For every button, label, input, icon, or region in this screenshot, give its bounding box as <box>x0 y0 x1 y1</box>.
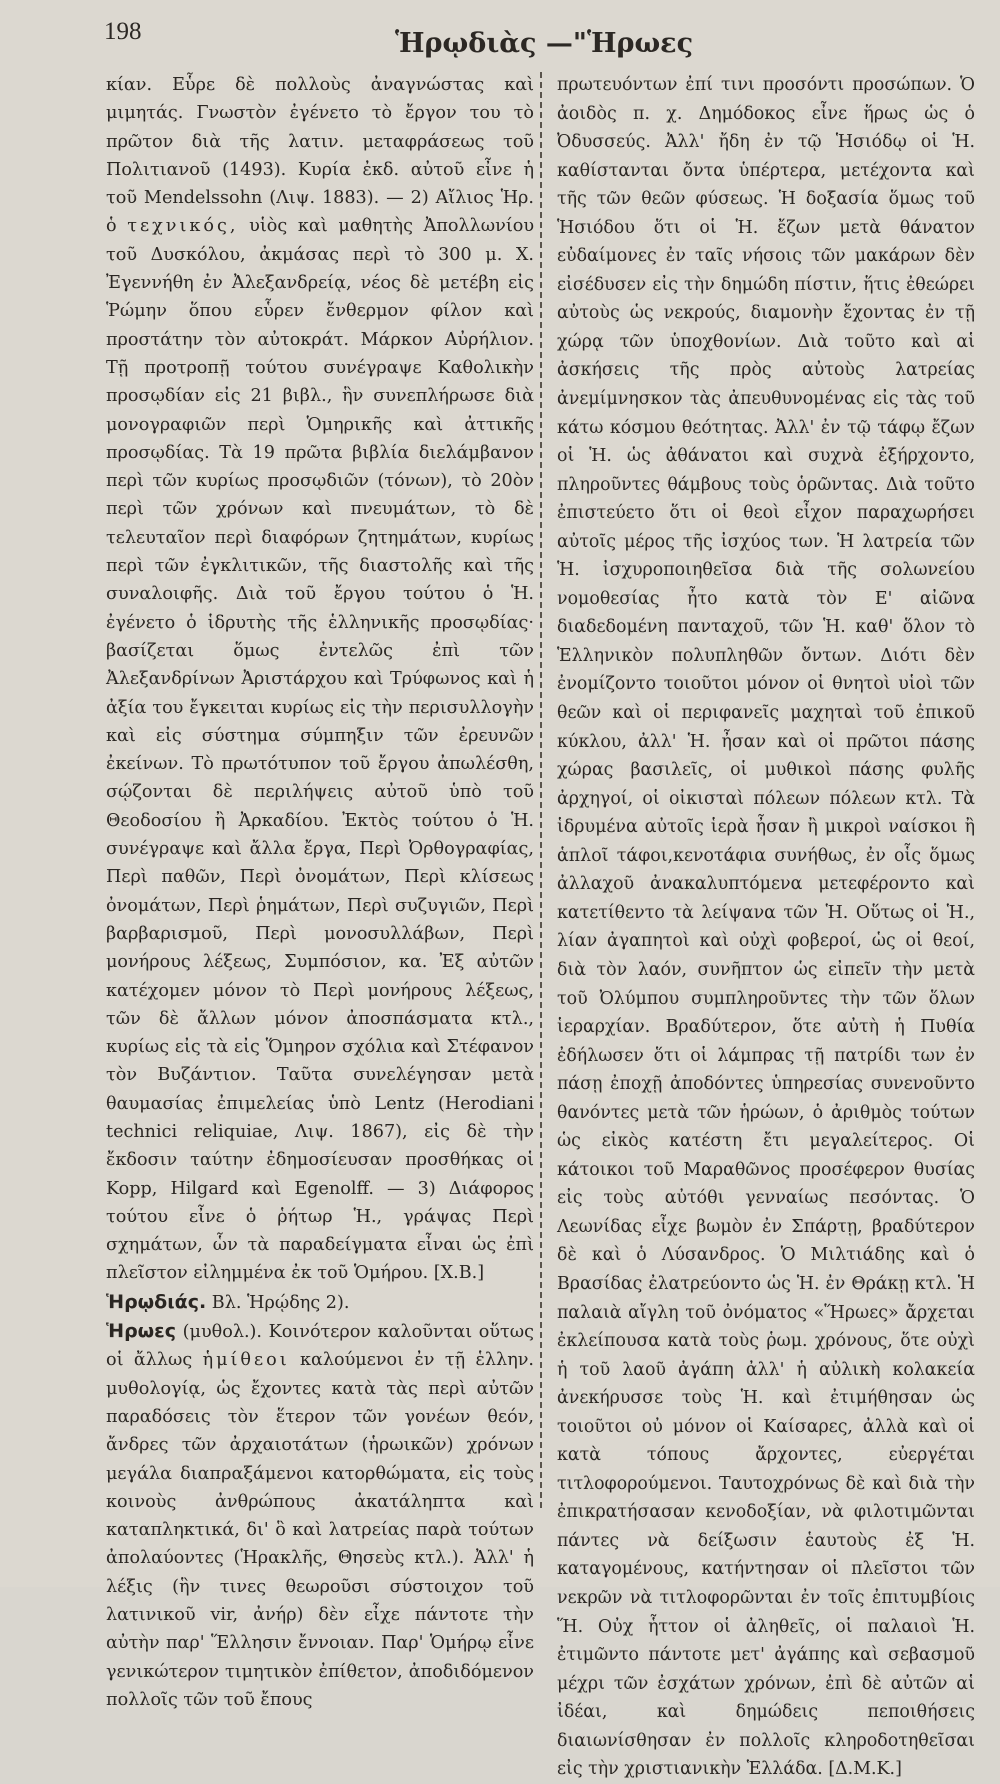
herodianus-entry <box>106 71 534 1288</box>
entry-text: (μυθολ.). Κοινότερον καλοῦνται οὕτως οἱ ἄλλως <box>106 1322 534 1371</box>
column-divider <box>540 72 542 1512</box>
right-column <box>557 71 975 1784</box>
entry-headword: Ἡρῳδιάς. <box>106 1290 207 1313</box>
running-head: Ἡρῳδιὰς —"Ἡρωες <box>395 28 694 59</box>
entry-text: καλούμενοι ἐν τῇ ἑλλην. μυθολογίᾳ, ὡς ἔχοντες κατὰ τὰς περὶ αὐτῶν παραδόσεις τὸν ἕτερον τῶν γονέων θεόν, ἄνδρες τῶν ἀρχαιοτάτων (ἡρωικῶν) χρόνων μεγάλα διαπραξάμενοι κατορθώματα, εἰς τοὺς κοινοὺς ἀνθρώπους ἀκατάληπτα καὶ καταπληκτικά, δι' ὃ καὶ λατρείας παρὰ τούτων ἀπολαύοντες (Ἡρακλῆς, Θησεὺς κτλ.). Ἀλλ' ἡ λέξις (ἣν τινες θεωροῦσι σύστοιχον τοῦ λατινικοῦ vir, ἀνήρ) δὲν εἶχε πάντοτε τὴν αὐτὴν παρ' Ἕλλησιν ἔννοιαν. Παρ' Ὁμήρῳ εἶνε γενικώτερον τιμητικὸν ἐπίθετον, ἀποδιδόμενον πολλοῖς τῶν τοῦ ἔπους <box>106 1350 535 1710</box>
page-number: 198 <box>104 18 142 45</box>
entry-text: κίαν. Εὗρε δὲ πολλοὺς ἀναγνώστας καὶ μιμητάς. Γνωστὸν ἐγένετο τὸ ἔργον του τὸ πρῶτον διὰ τῆς λατιν. μεταφράσεως τοῦ Πολιτιανοῦ (1493). Κυρία ἐκδ. αὐτοῦ εἶνε ἡ τοῦ Mendelssohn (Λιψ. 1883). — 2) Αἴλιος Ἡρ. ὁ <box>106 75 534 237</box>
entry-text: Βλ. Ἡρῴδης 2). <box>211 1292 350 1313</box>
spaced-term: τεχνικός, <box>127 216 239 237</box>
heroes-entry <box>106 1317 534 1714</box>
entry-headword: Ἡρωες <box>106 1320 177 1343</box>
left-column <box>106 71 534 1714</box>
entry-text: υἱὸς καὶ μαθητὴς Ἀπολλωνίου τοῦ Δυσκόλου, ἀκμάσας περὶ τὸ 300 μ. Χ. Ἐγεννήθη ἐν Ἀλεξανδρείᾳ, νέος δὲ μετέβη εἰς Ῥώμην ὅπου εὗρεν ἔνθερμον φίλον καὶ προστάτην τὸν αὐτοκράτ. Μάρκον Αὐρήλιον. Τῇ προτροπῇ τούτου συνέγραψε Καθολικὴν προσῳδίαν εἰς 21 βιβλ., ἣν συνεπλήρωσε διὰ μονογραφιῶν περὶ Ὁμηρικῆς καὶ ἀττικῆς προσῳδίας. Τὰ 19 πρῶτα βιβλία διελάμβανον περὶ τῶν κυρίως προσῳδιῶν (τόνων), τὸ 20ὸν περὶ τῶν χρόνων καὶ πνευμάτων, τὸ δὲ τελευταῖον περὶ διαφόρων ζητημάτων, κυρίως περὶ τῶν ἐγκλιτικῶν, τῆς διαστολῆς καὶ τῆς συναλοιφῆς. Διὰ τοῦ ἔργου τούτου ὁ Ἡ. ἐγένετο ὁ ἱδρυτὴς τῆς ἑλληνικῆς προσῳδίας· βασίζεται ὅμως ἐντελῶς ἐπὶ τῶν Ἀλεξανδρίνων Ἀριστάρχου καὶ Τρύφωνος καὶ ἡ ἀξία του ἔγκειται κυρίως εἰς τὴν περισυλλογὴν καὶ εἰς σύστημα σύμπηξιν τῶν ἐρευνῶν ἐκείνων. Τὸ πρωτότυπον τοῦ ἔργου ἀπωλέσθη, σῴζονται δὲ περιλήψεις αὐτοῦ ὑπὸ τοῦ Θεοδοσίου ἢ Ἀρκαδίου. Ἐκτὸς τούτου ὁ Ἡ. συνέγραψε καὶ ἄλλα ἔργα, Περὶ Ὀρθογραφίας, Περὶ παθῶν, Περὶ ὀνομάτων, Περὶ κλίσεως ὀνομάτων, Περὶ ῥημάτων, Περὶ συζυγιῶν, Περὶ βαρβαρισμοῦ, Περὶ μονοσυλλάβων, Περὶ μονήρους λέξεως, Συμπόσιον, κα. Ἐξ αὐτῶν κατέχομεν μόνον τὸ Περὶ μονήρους λέξεως, τῶν δὲ ἄλλων μόνον ἀποσπάσματα κτλ., κυρίως εἰς τὰ εἰς Ὅμηρον σχόλια καὶ Στέφανον τὸν Βυζάντιον. Ταῦτα συνελέγησαν μετὰ θαυμασίας ἐπιμελείας ὑπὸ Lentz (Herodiani technici reliquiae, Λιψ. 1867), εἰς δὲ τὴν ἔκδοσιν ταύτην ἐδημοσίευσαν προσθήκας οἱ Kopp, Hilgard καὶ Egenolff. — 3) Διάφορος τούτου εἶνε ὁ ῥήτωρ Ἡ., γράψας Περὶ σχημάτων, ὧν τὰ παραδείγματα εἶναι ὡς ἐπὶ πλεῖστον εἰλημμένα ἐκ τοῦ Ὁμήρου. [Χ.Β.] <box>106 216 535 1284</box>
heroes-entry-continued: πρωτευόντων ἐπί τινι προσόντι προσώπων. Ὁ ἀοιδὸς π. χ. Δημόδοκος εἶνε ἥρως ὡς ὁ Ὀδυσσεύς. Ἀλλ' ἤδη ἐν τῷ Ἡσιόδῳ οἱ Ἡ. καθίστανται ὄντα ὑπέρτερα, μετέχοντα καὶ τῆς τῶν θεῶν φύσεως. Ἡ δοξασία ὅμως τοῦ Ἡσιόδου ὅτι οἱ Ἡ. ἔζων μετὰ θάνατον εὐδαίμονες ἐν ταῖς νήσοις τῶν μακάρων δὲν εἰσέδυσεν εἰς τὴν δημώδη πίστιν, ἥτις ἐθεώρει αὐτοὺς ὡς νεκρούς, διαμονὴν ἔχοντας ἐν τῇ χώρᾳ τῶν ὑποχθονίων. Διὰ τοῦτο καὶ αἱ ἀσκήσεις τῆς πρὸς αὐτοὺς λατρείας ἀνεμίμνησκον τὰς ἀπευθυνομένας εἰς τὰς τοῦ κάτω κόσμου θεότητας. Ἀλλ' ἐν τῷ τάφῳ ἔζων οἱ Ἡ. ὡς ἀθάνατοι καὶ συχνὰ ἐξήρχοντο, πληροῦντες θάμβους τοὺς ὁρῶντας. Διὰ τοῦτο ἐπιστεύετο ὅτι οἱ θεοὶ εἶχον παραχωρήσει αὐτοῖς μέρος τῆς ἰσχύος των. Ἡ λατρεία τῶν Ἡ. ἰσχυροποιηθεῖσα διὰ τῆς σολωνείου νομοθεσίας ἦτο κατὰ τὸν Ε' αἰῶνα διαδεδομένη πανταχοῦ, τῶν Ἡ. καθ' ὅλον τὸ Ἑλληνικὸν πολυπληθῶν ὄντων. Διότι δὲν ἐνομίζοντο τοιοῦτοι μόνον οἱ θνητοὶ υἱοὶ τῶν θεῶν καὶ οἱ περιφανεῖς μαχηταὶ τοῦ ἐπικοῦ κύκλου, ἀλλ' Ἡ. ἦσαν καὶ οἱ πρῶτοι πάσης χώρας βασιλεῖς, οἱ μυθικοὶ πάσης φυλῆς ἀρχηγοί, οἱ οἰκισταὶ πόλεων πόλεων κτλ. Τὰ ἱδρυμένα αὐτοῖς ἱερὰ ἦσαν ἢ μικροὶ ναίσκοι ἢ ἁπλοῖ τάφοι,κενοτάφια συνήθως, ἐν οἷς ὅμως ἀλλαχοῦ ἀνακαλυπτόμενα μετεφέροντο καὶ κατετίθεντο τὰ λείψανα τῶν Ἡ. Οὕτως οἱ Ἡ., λίαν ἀγαπητοὶ καὶ οὐχὶ φοβεροί, ὡς οἱ θεοί, διὰ τὸν λαόν, συνῆπτον ὡς εἰπεῖν τὴν μετὰ τοῦ Ὀλύμπου συμπληροῦντες τὴν τῶν ὅλων ἱεραρχίαν. Βραδύτερον, ὅτε αὐτὴ ἡ Πυθία ἐδήλωσεν ὅτι οἱ λάμπρας τῇ πατρίδι των ἐν πάσῃ ἐποχῇ ἀποδόντες ὑπηρεσίας συνενοῦντο θανόντες μετὰ τῶν ἡρώων, ὁ ἀριθμὸς τούτων ὡς εἰκὸς κατέστη ἔτι μεγαλείτερος. Οἱ κάτοικοι τοῦ Μαραθῶνος προσέφερον θυσίας εἰς τοὺς αὐτόθι γενναίως πεσόντας. Ὁ Λεωνίδας εἶχε βωμὸν ἐν Σπάρτῃ, βραδύτερον δὲ καὶ ὁ Λύσανδρος. Ὁ Μιλτιάδης καὶ ὁ Βρασίδας ἐλατρεύοντο ὡς Ἡ. ἐν Θράκῃ κτλ. Ἡ παλαιὰ αἴγλη τοῦ ὀνόματος «Ἥρωες» ἄρχεται ἐκλείπουσα κατὰ τοὺς ῥωμ. χρόνους, ὅτε οὐχὶ ἡ τοῦ λαοῦ ἀγάπη ἀλλ' ἡ αὐλικὴ κολακεία ἀνεκήρυσσε τοὺς Ἡ. καὶ ἐτιμήθησαν ὡς τοιοῦτοι οὐ μόνον οἱ Καίσαρες, ἀλλὰ καὶ οἱ κατὰ τόπους ἄρχοντες, εὐεργέται τιτλοφορούμενοι. Ταυτοχρόνως δὲ καὶ διὰ τὴν ἐπικρατήσασαν κενοδοξίαν, νὰ φιλοτιμῶνται πάντες νὰ δείξωσιν ἑαυτοὺς ἐξ Ἡ. καταγομένους, κατήντησαν οἱ πλεῖστοι τῶν νεκρῶν νὰ τιτλοφορῶνται ἐν τοῖς ἐπιτυμβίοις Ἥ. Οὐχ ἧττον οἱ ἀληθεῖς, οἱ παλαιοὶ Ἡ. ἐτιμῶντο πάντοτε μετ' ἀγάπης καὶ σεβασμοῦ μέχρι τῶν ἐσχάτων χρόνων, ἐπὶ δὲ αὐτῶν αἱ ἰδέαι, καὶ δημώδεις πεποιθήσεις διαιωνίσθησαν ἐν πολλοῖς κληροδοτηθεῖσαι εἰς τὴν χριστιανικὴν Ἑλλάδα. [Δ.Μ.Κ.] <box>557 75 975 1780</box>
spaced-term: ἡμίθεοι <box>202 1350 290 1371</box>
herodias-entry <box>106 1288 534 1317</box>
